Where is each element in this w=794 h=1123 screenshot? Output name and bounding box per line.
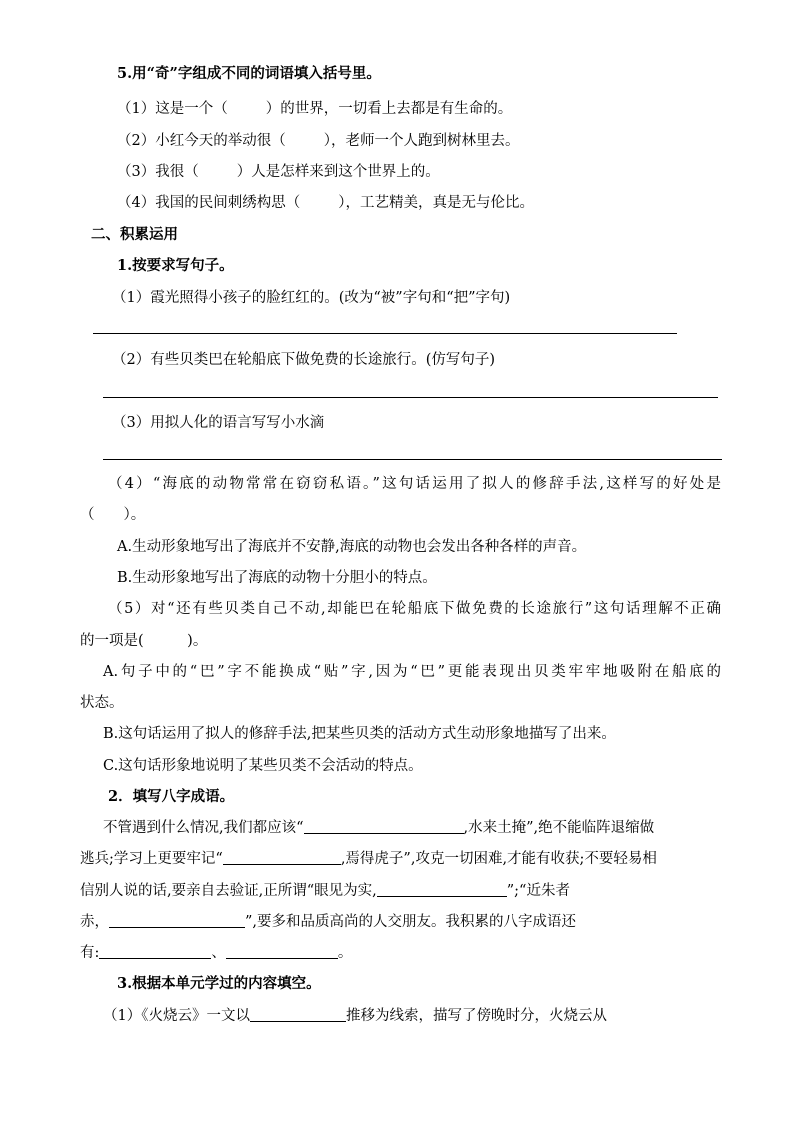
q1-sentence-4-line2: （ ）。 <box>80 507 146 523</box>
answer-line[interactable] <box>103 459 722 460</box>
idiom-blank[interactable] <box>226 944 338 959</box>
q5-item-4: （4）我国的民间刺绣构思（ ），工艺精美，真是无与伦比。 <box>117 195 534 211</box>
idiom-blank[interactable] <box>99 944 211 959</box>
answer-line[interactable] <box>93 333 677 334</box>
q1-option-a[interactable]: A.句子中的“巴”字不能换成“贴”字,因为“巴”更能表现出贝类牢牢地吸附在船底的 <box>103 664 721 680</box>
q1-option-c[interactable]: C.这句话形象地说明了某些贝类不会活动的特点。 <box>103 758 423 774</box>
q3-title: 3.根据本单元学过的内容填空。 <box>117 975 321 992</box>
q2-line-4: 赤， ”,要多和品质高尚的人交朋友。我积累的八字成语还 <box>80 914 577 930</box>
answer-line[interactable] <box>103 397 718 398</box>
q1-option-a-cont: 状态。 <box>80 695 124 711</box>
q1-sentence-2: （2）有些贝类巴在轮船底下做免费的长途旅行。(仿写句子) <box>112 352 496 368</box>
q5-item-2: （2）小红今天的举动很（ ），老师一个人跑到树林里去。 <box>117 133 520 149</box>
q2-title: 2．填写八字成语。 <box>108 788 235 805</box>
q2-line-2: 逃兵;学习上更要牢记“ ,焉得虎子”,攻克一切困难,才能有收获;不要轻易相 <box>80 851 657 867</box>
q1-option-a[interactable]: A.生动形象地写出了海底并不安静,海底的动物也会发出各种各样的声音。 <box>117 539 587 555</box>
q2-line-1: 不管遇到什么情况,我们都应该“ ,水来土掩”,绝不能临阵退缩做 <box>103 820 655 836</box>
q3-line-1: （1）《火烧云》一文以 推移为线索，描写了傍晚时分，火烧云从 <box>103 1008 607 1024</box>
idiom-blank[interactable] <box>223 850 341 865</box>
idiom-blank[interactable] <box>377 882 507 897</box>
section-title: 二、积累运用 <box>91 226 178 243</box>
q2-line-3: 信别人说的话,要亲自去验证,正所谓“眼见为实, ”;“近朱者 <box>80 883 570 899</box>
q1-sentence-3: （3）用拟人化的语言写写小水滴 <box>112 415 325 431</box>
q1-title: 1.按要求写句子。 <box>117 257 234 274</box>
q5-item-3: （3）我很（ ）人是怎样来到这个世界上的。 <box>117 164 440 180</box>
q1-sentence-5-line2: 的一项是( )。 <box>80 633 208 649</box>
q1-sentence-1: （1）霞光照得小孩子的脸红红的。(改为“被”字句和“把”字句) <box>112 290 511 306</box>
q2-line-5: 有: 、 。 <box>80 945 353 961</box>
q5-item-1: （1）这是一个（ ）的世界，一切看上去都是有生命的。 <box>117 101 513 117</box>
q1-sentence-4-line1: （4）“海底的动物常常在窃窃私语。”这句话运用了拟人的修辞手法,这样写的好处是 <box>108 476 721 492</box>
q5-title: 5.用“奇”字组成不同的词语填入括号里。 <box>117 65 381 82</box>
q1-option-b[interactable]: B.生动形象地写出了海底的动物十分胆小的特点。 <box>117 570 437 586</box>
idiom-blank[interactable] <box>304 819 464 834</box>
q1-sentence-5-line1: （5）对“还有些贝类自己不动,却能巴在轮船底下做免费的长途旅行”这句话理解不正确 <box>108 601 721 617</box>
q1-option-b[interactable]: B.这句话运用了拟人的修辞手法,把某些贝类的活动方式生动形象地描写了出来。 <box>103 726 616 742</box>
idiom-blank[interactable] <box>109 913 245 928</box>
fill-blank[interactable] <box>250 1007 346 1022</box>
